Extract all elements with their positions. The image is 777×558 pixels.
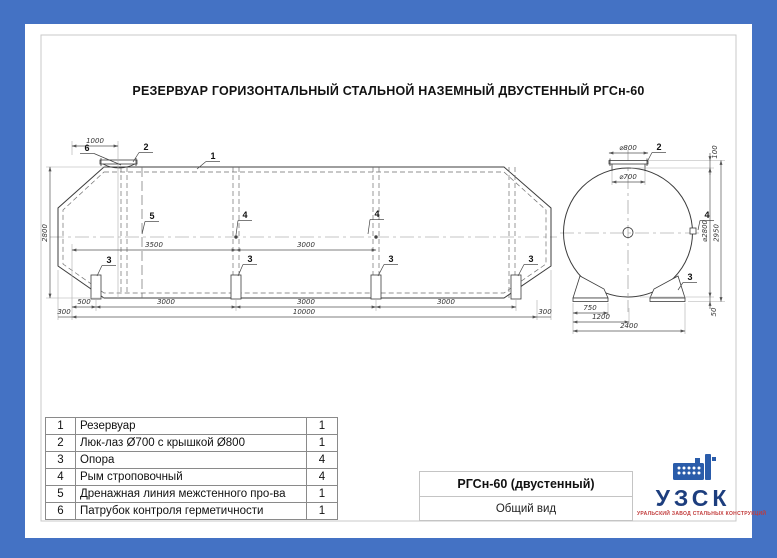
dim-rym-right: 3000 (297, 241, 315, 249)
svg-text:3: 3 (388, 254, 394, 264)
view-name: Общий вид (495, 503, 557, 515)
dim-support-half-span: 1200 (592, 313, 610, 321)
dim-support-base: 750 (583, 304, 597, 312)
dim-shell-dia: ⌀2800 (701, 219, 709, 243)
supports-side (91, 275, 521, 299)
logo-abbr: УЗСК (655, 485, 731, 511)
table-row: 1 Резервуар 1 (46, 418, 338, 435)
svg-text:300: 300 (538, 308, 552, 316)
table-row: 5 Дренажная линия межстенного про-ва 1 (46, 486, 338, 503)
svg-text:6: 6 (84, 143, 90, 153)
svg-text:4: 4 (374, 209, 380, 219)
table-row: 4 Рым строповочный 4 (46, 469, 338, 486)
table-row: 6 Патрубок контроля герметичности 1 (46, 503, 338, 520)
end-view (560, 142, 725, 334)
model-designation: РГСн-60 (двустенный) (420, 472, 632, 497)
dim-shell-height: 2800 (41, 224, 49, 242)
svg-text:1: 1 (210, 151, 216, 161)
svg-text:3: 3 (106, 255, 112, 265)
table-row: 2 Люк-лаз Ø700 с крышкой Ø800 1 (46, 435, 338, 452)
dim-rym-left: 3500 (145, 241, 163, 249)
table-row: 3 Опора 4 (46, 452, 338, 469)
svg-text:3000: 3000 (437, 298, 455, 306)
svg-text:5: 5 (149, 211, 155, 221)
manhole-flange-side (100, 160, 137, 164)
sheet-title: РЕЗЕРВУАР ГОРИЗОНТАЛЬНЫЙ СТАЛЬНОЙ НАЗЕМНЫЙ ДВУСТЕННЫЙ РГСн-60 (132, 84, 645, 98)
title-block (419, 471, 633, 521)
callouts-end (647, 142, 714, 290)
side-view (41, 137, 557, 320)
svg-text:4: 4 (704, 210, 710, 220)
factory-icon (667, 454, 719, 482)
dim-cone-length: 1000 (86, 137, 104, 145)
dim-overall-length: 10000 (292, 308, 316, 316)
svg-text:2: 2 (143, 142, 149, 152)
dim-support-offset: 500 (77, 298, 91, 306)
manhole-flange-end (609, 161, 648, 165)
svg-text:3000: 3000 (297, 298, 315, 306)
svg-text:3: 3 (247, 254, 253, 264)
rym-lug (690, 228, 696, 234)
svg-text:4: 4 (242, 210, 248, 220)
company-logo (637, 454, 767, 517)
dim-overall-height: 2950 (712, 224, 721, 242)
svg-text:3: 3 (687, 272, 693, 282)
parts-table (45, 417, 338, 520)
logo-tagline: УРАЛЬСКИЙ ЗАВОД СТАЛЬНЫХ КОНСТРУКЦИЙ (637, 511, 767, 517)
svg-text:2: 2 (656, 142, 662, 152)
svg-text:3000: 3000 (157, 298, 175, 306)
dim-flange-height: 100 (711, 145, 719, 159)
svg-text:3: 3 (528, 254, 534, 264)
dim-manhole-dia: ⌀700 (619, 173, 637, 181)
tank-outline (58, 167, 551, 298)
dim-support-span: 2400 (620, 322, 638, 330)
svg-text:300: 300 (57, 308, 71, 316)
dim-flange-dia: ⌀800 (619, 144, 637, 152)
dim-plate-height: 50 (710, 307, 718, 317)
callouts-side (80, 142, 538, 276)
drawing-sheet (25, 24, 767, 538)
